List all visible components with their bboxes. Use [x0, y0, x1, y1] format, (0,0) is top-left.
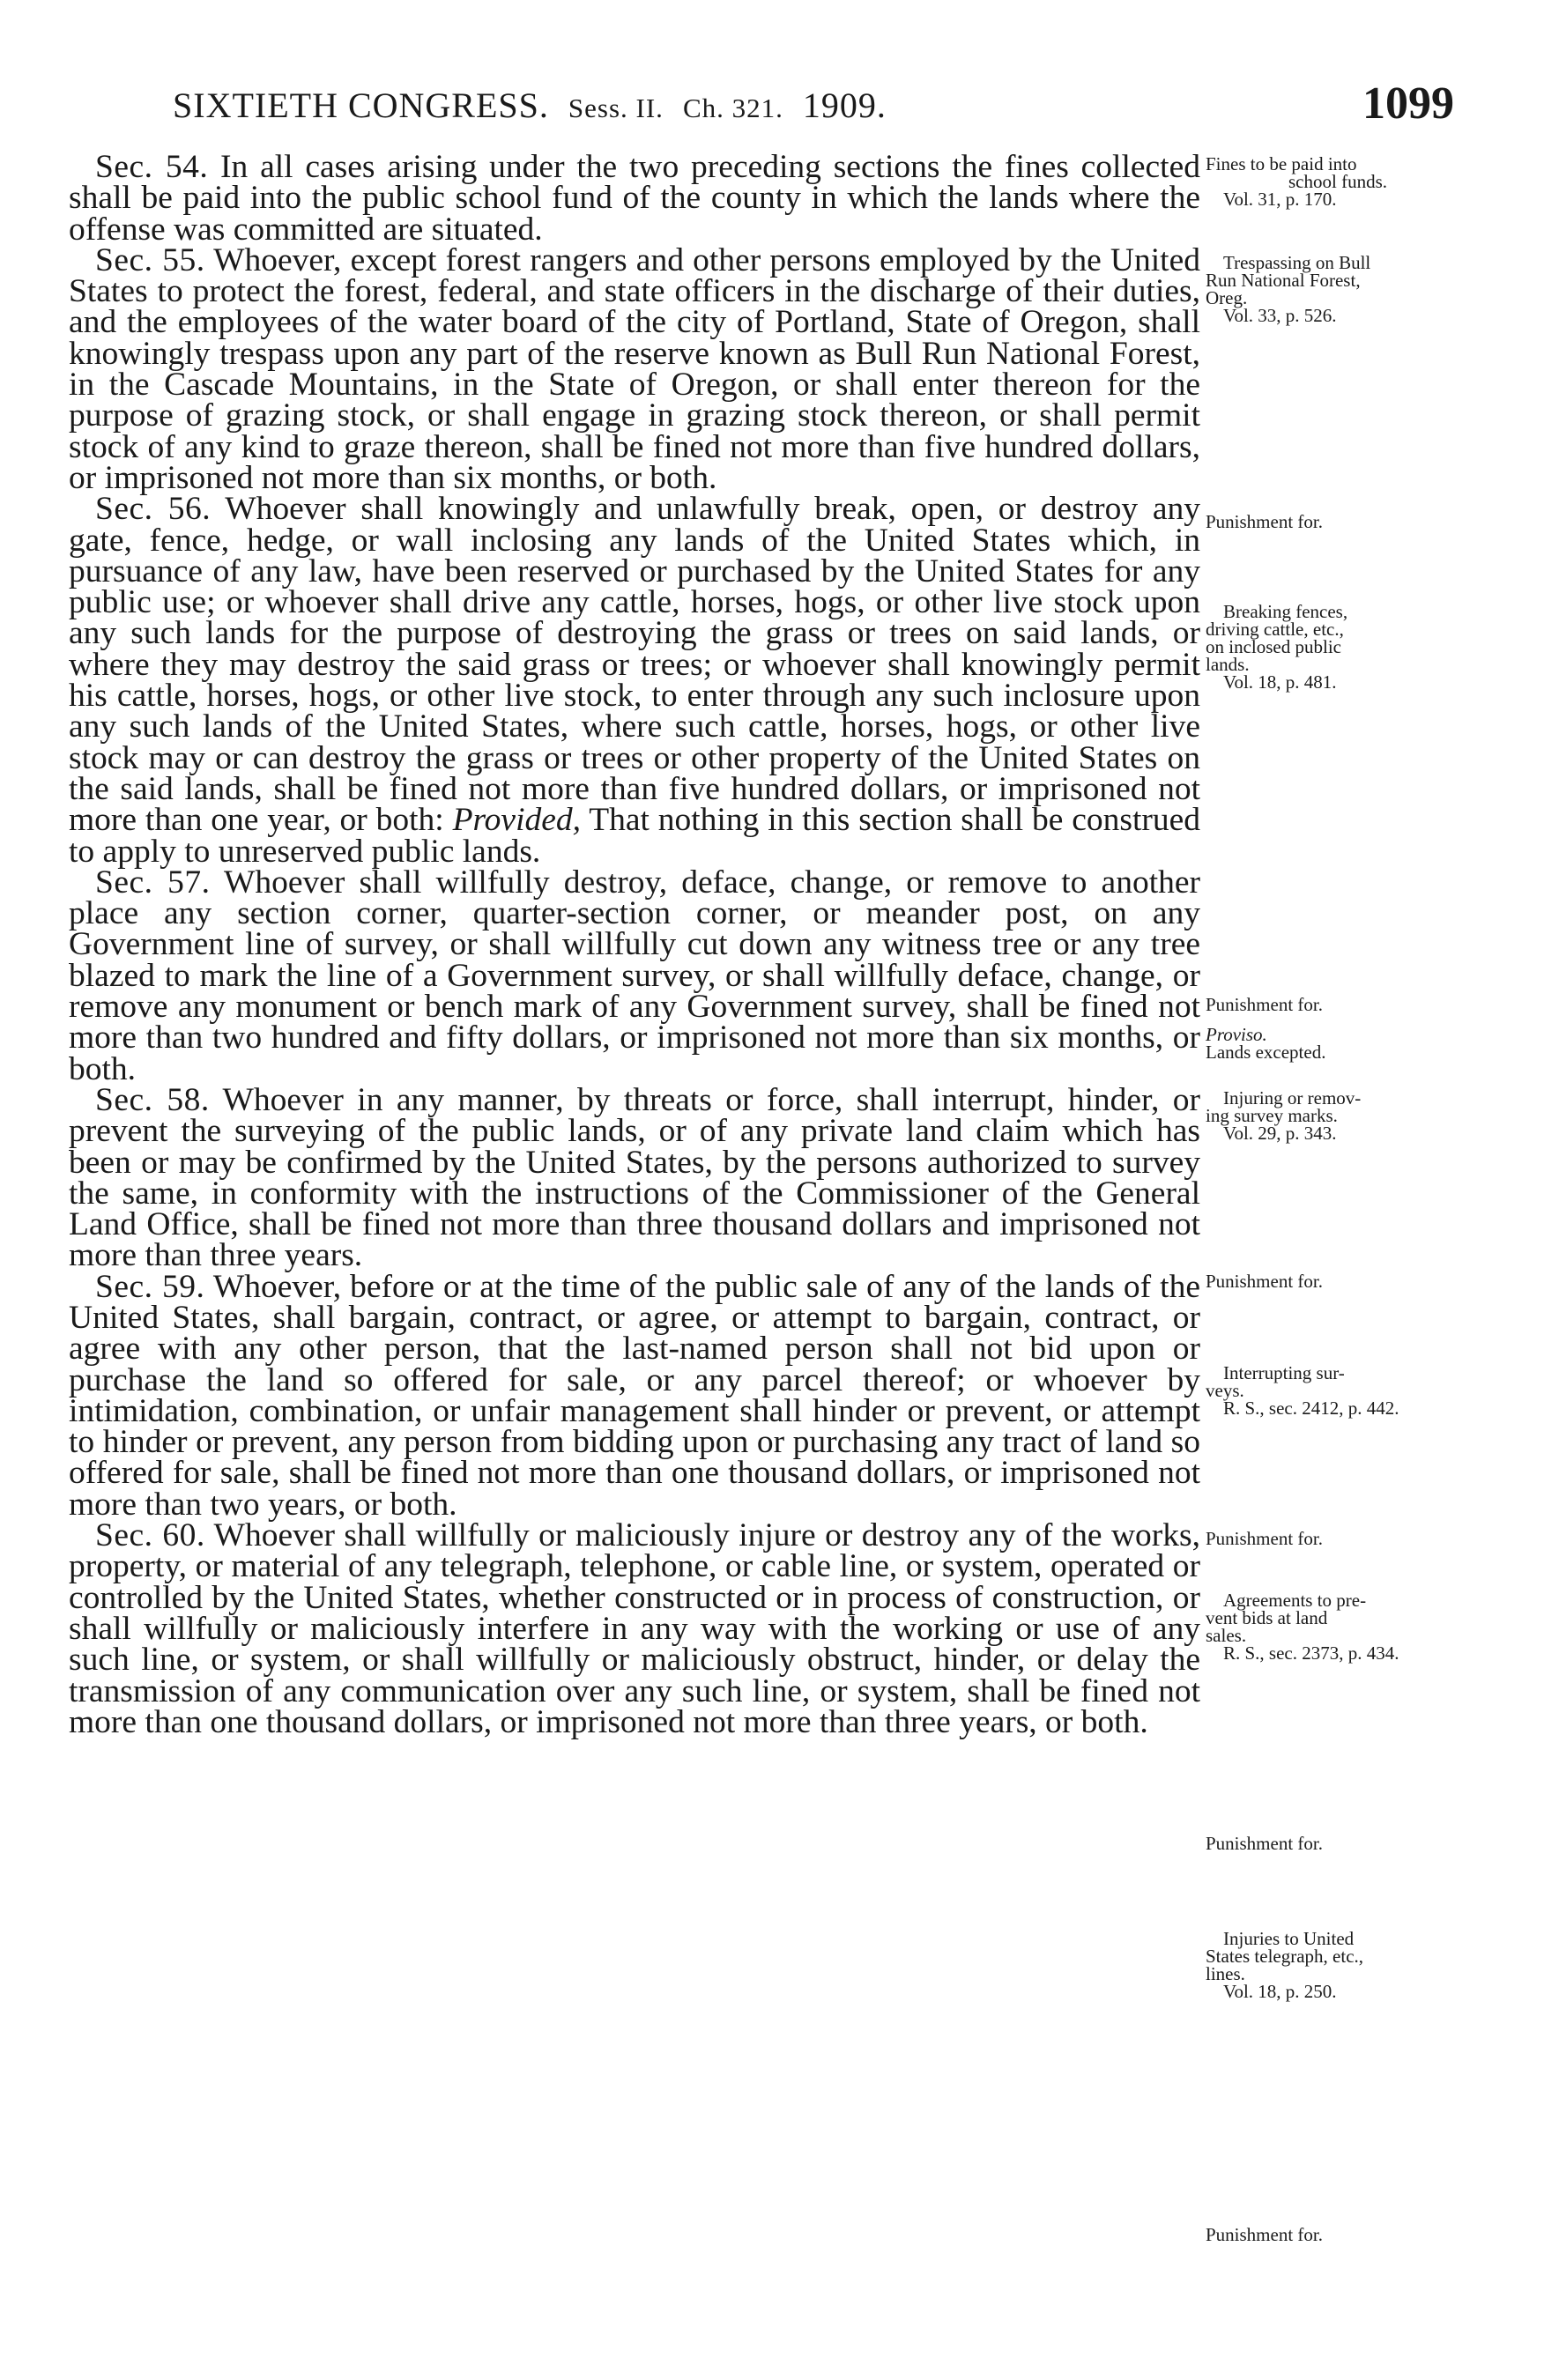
section-60 — [69, 1517, 1200, 1740]
margin-line: lands. — [1206, 654, 1250, 675]
section-label: Sec. 56. — [95, 491, 212, 528]
margin-note-punishment — [1206, 1530, 1470, 1547]
margin-line: Breaking fences, — [1223, 601, 1348, 622]
margin-line: R. S., sec. 2412, p. 442. — [1223, 1398, 1399, 1419]
margin-note-breaking-fences — [1206, 603, 1470, 691]
margin-note-punishment — [1206, 2226, 1470, 2243]
margin-line: Vol. 33, p. 526. — [1223, 305, 1337, 326]
margin-line: driving cattle, etc., — [1206, 619, 1344, 640]
margin-line: sales. — [1206, 1625, 1247, 1646]
margin-note-punishment — [1206, 1835, 1470, 1852]
margin-line: R. S., sec. 2373, p. 434. — [1223, 1642, 1399, 1664]
margin-line: Lands excepted. — [1206, 1042, 1326, 1063]
margin-note-punishment — [1206, 1272, 1470, 1290]
margin-line: Proviso. — [1206, 1024, 1267, 1045]
header-session: Sess. II. — [568, 93, 664, 123]
header-chapter: Ch. 321. — [682, 93, 783, 123]
margin-note-bull-run-trespass — [1206, 254, 1470, 324]
margin-line: Oreg. — [1206, 287, 1248, 308]
section-text: Whoever, except forest rangers and other persons employed by the United States to protect the forest, federal, and state officers in the discharge of their duties, and the employees of the water board of the city of Portland, State of Oregon, shall knowingly trespass upon any part of the reserve known as Bull Run National Forest, in the Cascade Mountains, in the State of Oregon, or shall enter thereon for the purpose of grazing stock, or shall engage in grazing stock thereon, or shall permit stock of any kind to graze thereon, shall be fined not more than five hundred dollars, or imprisoned not more than six months, or both. — [69, 241, 1200, 496]
margin-line: Punishment for. — [1206, 511, 1324, 532]
header-congress: SIXTIETH CONGRESS. — [173, 85, 549, 125]
margin-note-punishment — [1206, 996, 1470, 1013]
margin-line: Punishment for. — [1206, 2224, 1324, 2245]
section-text-after: That nothing in this section shall be construed to apply to unreserved public lands. — [69, 802, 1201, 870]
margin-line: Vol. 29, p. 343. — [1223, 1123, 1337, 1144]
margin-line: Run National Forest, — [1206, 270, 1361, 291]
margin-line: Injuries to United — [1223, 1928, 1355, 1949]
header-year: 1909. — [802, 85, 887, 125]
margin-note-punishment — [1206, 513, 1470, 530]
margin-line: Injuring or remov- — [1223, 1087, 1362, 1108]
margin-note-proviso — [1206, 1026, 1470, 1061]
margin-line: lines. — [1206, 1963, 1245, 1984]
section-text: In all cases arising under the two preceding sections the fines collected shall be paid into the public school fund of the county in which the lands where the offense was committed are situated. — [69, 149, 1200, 248]
proviso-word: Provided, — [452, 802, 582, 839]
section-label: Sec. 57. — [95, 864, 211, 901]
margin-line: veys. — [1206, 1380, 1244, 1401]
header-citation — [173, 85, 887, 126]
margin-line: on inclosed public — [1206, 636, 1341, 657]
margin-line: vent bids at land — [1206, 1607, 1328, 1628]
section-56 — [69, 491, 1201, 870]
margin-note-fines-school-funds — [1206, 155, 1470, 208]
margin-line: Agreements to pre- — [1223, 1590, 1367, 1611]
margin-note-survey-marks — [1206, 1089, 1470, 1142]
margin-line: Trespassing on Bull — [1223, 252, 1371, 273]
section-text: Whoever, before or at the time of the public sale of any of the lands of the United States, shall bargain, contract, or agree, or attempt to bargain, contract, or agree with any other person, that the last-named person shall not bid upon or purchase the land so offered for sale, or any parcel thereof; or whoever by intimidation, combination, or unfair management shall hinder or prevent, or attempt to hinder or prevent, any person from bidding upon or purchasing any tract of land so offered for sale, shall be fined not more than one thousand dollars, or imprisoned not more than two years, or both. — [69, 1268, 1200, 1523]
margin-line: school funds. — [1288, 171, 1387, 192]
margin-line: Fines to be paid into — [1206, 153, 1357, 174]
section-57 — [69, 864, 1200, 1087]
section-text: Whoever shall willfully destroy, deface, change, or remove to another place any section corner, quarter-section corner, or meander post, on any Government line of survey, or shall willfully cut down any witness tree or any tree blazed to mark the line of a Government survey, or shall willfully deface, change, or remove any monument or bench mark of any Government survey, shall be fined not more than two hundred and fifty dollars, or imprisoned not more than six months, or both. — [69, 864, 1200, 1087]
section-label: Sec. 59. — [95, 1268, 205, 1305]
section-text: Whoever shall willfully or maliciously injure or destroy any of the works, property, or material of any telegraph, telephone, or cable line, or system, operated or controlled by the United States, whether constructed or in process of construction, or shall willfully or maliciously interfere in any way with the working or use of any such line, or system, or shall willfully or maliciously obstruct, hinder, or delay the transmission of any communication over any such line, or system, shall be fined not more than one thousand dollars, or imprisoned not more than three years, or both. — [69, 1517, 1200, 1740]
margin-line: Vol. 31, p. 170. — [1223, 189, 1337, 210]
page-number: 1099 — [1362, 78, 1454, 129]
margin-line: ing survey marks. — [1206, 1105, 1338, 1126]
section-text: Whoever shall knowingly and unlawfully break, open, or destroy any gate, fence, hedge, or wall inclosing any lands of the United States which, in pursuance of any law, have been reserved or purchased by the United States for any public use; or whoever shall drive any cattle, horses, hogs, or other live stock upon any such lands for the purpose of destroying the grass or trees on said lands, or where they may destroy the said grass or trees; or whoever shall knowingly permit his cattle, horses, hogs, or other live stock, to enter through any such inclosure upon any such lands of the United States, where such cattle, horses, hogs, or other live stock may or can destroy the grass or trees or other property of the United States on the said lands, shall be fined not more than five hundred dollars, or imprisoned not more than one year, or both: — [69, 491, 1200, 839]
section-label: Sec. 55. — [95, 241, 205, 278]
running-header — [173, 78, 1454, 130]
margin-line: Punishment for. — [1206, 1271, 1324, 1292]
statute-body — [69, 149, 1201, 1740]
section-54 — [69, 149, 1200, 248]
section-label: Sec. 54. — [95, 149, 209, 185]
margin-line: Punishment for. — [1206, 1833, 1324, 1854]
margin-note-land-sale-bids — [1206, 1591, 1470, 1662]
margin-line: Interrupting sur- — [1223, 1362, 1345, 1383]
margin-line: Punishment for. — [1206, 1528, 1324, 1549]
margin-line: States telegraph, etc., — [1206, 1946, 1364, 1967]
margin-note-telegraph-lines — [1206, 1930, 1470, 2000]
section-59 — [69, 1268, 1200, 1523]
margin-line: Vol. 18, p. 250. — [1223, 1981, 1337, 2002]
section-label: Sec. 58. — [95, 1081, 210, 1118]
section-55 — [69, 241, 1200, 496]
margin-line: Vol. 18, p. 481. — [1223, 671, 1337, 693]
section-text: Whoever in any manner, by threats or force, shall interrupt, hinder, or prevent the surveying of the public lands, or of any private land claim which has been or may be confirmed by the United States, by the persons authorized to survey the same, in conformity with the instructions of the Commissioner of the General Land Office, shall be fined not more than three thousand dollars and imprisoned not more than three years. — [69, 1081, 1200, 1274]
section-58 — [69, 1081, 1200, 1274]
margin-note-interrupting-surveys — [1206, 1364, 1470, 1417]
margin-line: Punishment for. — [1206, 994, 1324, 1015]
section-label: Sec. 60. — [95, 1517, 205, 1554]
